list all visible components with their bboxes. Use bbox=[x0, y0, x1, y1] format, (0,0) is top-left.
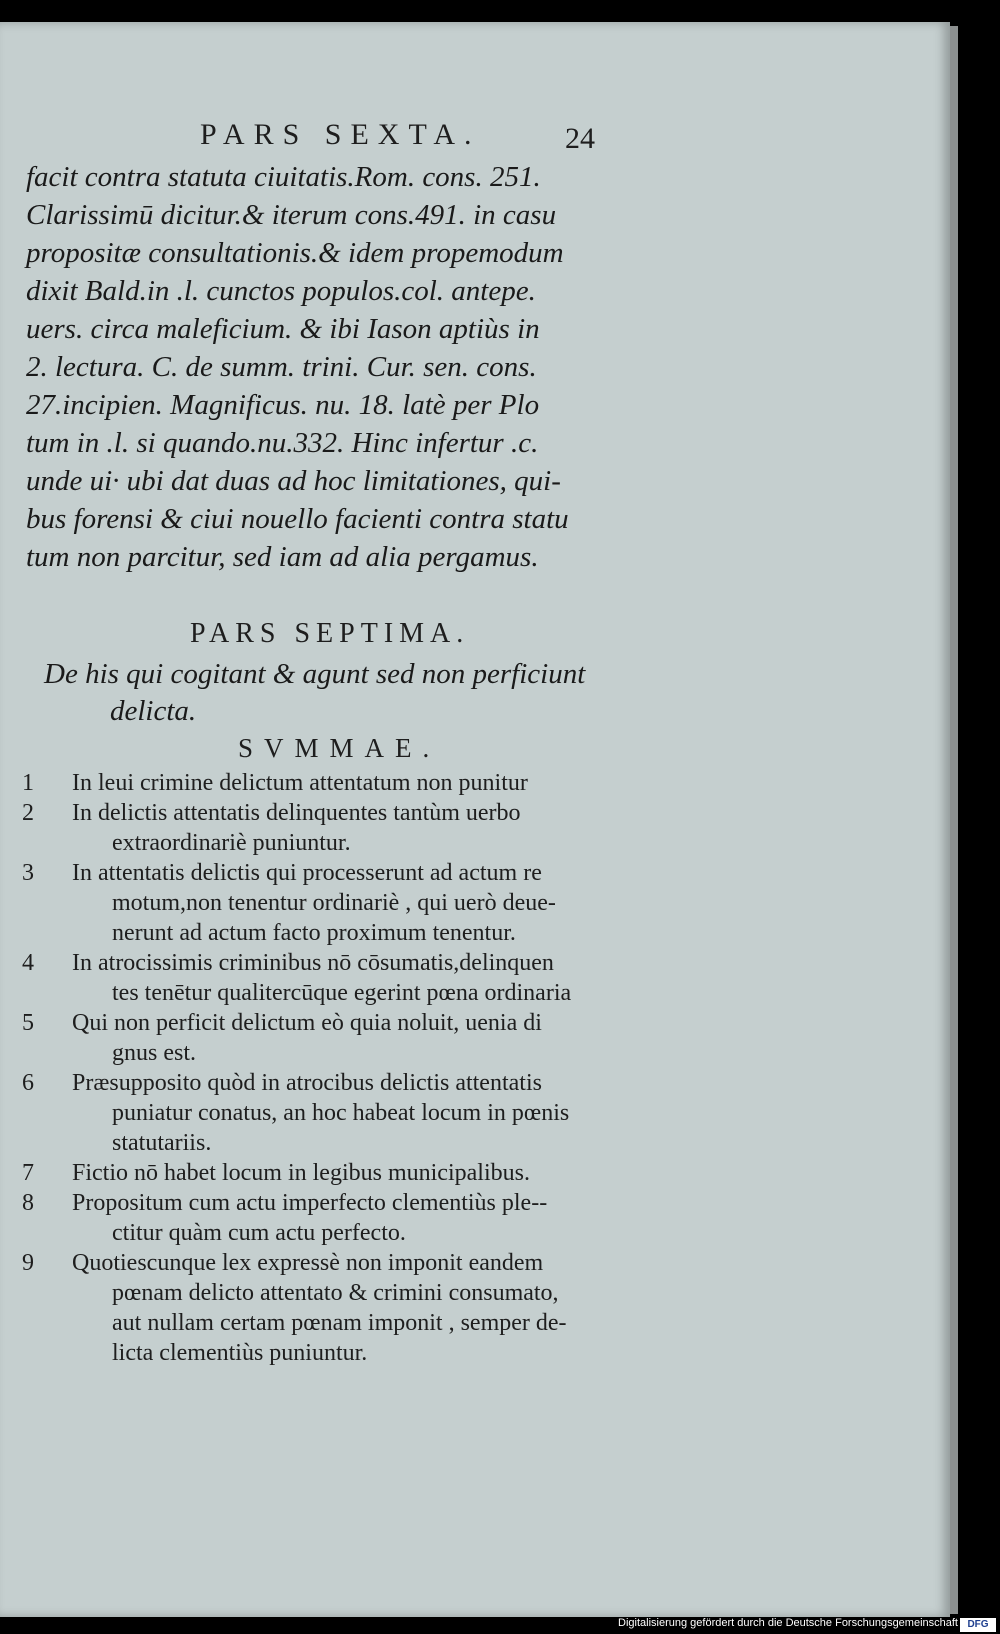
subtitle-line: delicta. bbox=[110, 695, 197, 727]
summary-list bbox=[22, 768, 712, 1368]
summary-number: 3 bbox=[22, 860, 34, 886]
text-line: tum non parcitur, sed iam ad alia pergamus. bbox=[26, 541, 539, 573]
summary-line: extraordinariè puniuntur. bbox=[112, 830, 351, 856]
summary-line: In delictis attentatis delinquentes tantùm uerbo bbox=[72, 800, 521, 826]
text-line: bus forensi & ciui nouello facienti contra statu bbox=[26, 503, 569, 535]
running-title: PARS SEXTA. bbox=[200, 118, 481, 151]
summary-line: nerunt ad actum facto proximum tenentur. bbox=[112, 920, 516, 946]
summary-line: In leui crimine delictum attentatum non punitur bbox=[72, 770, 528, 796]
summary-line: Qui non perficit delictum eò quia noluit, uenia di bbox=[72, 1010, 542, 1036]
text-line: unde ui· ubi dat duas ad hoc limitationes, qui- bbox=[26, 465, 561, 497]
text-line: tum in .l. si quando.nu.332. Hinc infertur .c. bbox=[26, 427, 539, 459]
summary-item bbox=[22, 1068, 712, 1158]
summary-line: Fictio nō habet locum in legibus municipalibus. bbox=[72, 1160, 530, 1186]
summary-line: Propositum cum actu imperfecto clementiùs ple-- bbox=[72, 1190, 548, 1216]
summary-line: motum,non tenentur ordinariè , qui uerò deue- bbox=[112, 890, 556, 916]
summary-line: In attentatis delictis qui processerunt ad actum re bbox=[72, 860, 542, 886]
summary-line: Quotiescunque lex expressè non imponit eandem bbox=[72, 1250, 544, 1276]
summary-line: statutariis. bbox=[112, 1130, 212, 1156]
text-line: 2. lectura. C. de summ. trini. Cur. sen. cons. bbox=[26, 351, 537, 383]
text-line: facit contra statuta ciuitatis.Rom. cons. 251. bbox=[26, 161, 541, 193]
summary-item bbox=[22, 948, 712, 1008]
continuation-paragraph bbox=[26, 158, 666, 576]
summary-line: tes tenētur qualitercūque egerint pœna ordinaria bbox=[112, 980, 572, 1006]
text-line: 27.incipien. Magnificus. nu. 18. latè per Plo bbox=[26, 389, 540, 421]
section-subtitle bbox=[44, 656, 585, 730]
summary-number: 6 bbox=[22, 1070, 34, 1096]
page-number: 24 bbox=[565, 122, 595, 155]
summary-item bbox=[22, 1248, 712, 1368]
summary-item bbox=[22, 768, 712, 798]
summary-line: In atrocissimis criminibus nō cōsumatis,delinquen bbox=[72, 950, 554, 976]
subtitle-line: De his qui cogitant & agunt sed non perficiunt bbox=[44, 658, 586, 690]
digitization-credit: Digitalisierung gefördert durch die Deutsche Forschungsgemeinschaft bbox=[618, 1617, 958, 1629]
summary-line: licta clementiùs puniuntur. bbox=[112, 1340, 368, 1366]
summary-number: 8 bbox=[22, 1190, 34, 1216]
summary-item bbox=[22, 858, 712, 948]
summary-number: 7 bbox=[22, 1160, 34, 1186]
dfg-logo: DFG bbox=[960, 1618, 996, 1632]
summary-item bbox=[22, 798, 712, 858]
text-line: uers. circa maleficium. & ibi Iason aptiùs in bbox=[26, 313, 540, 345]
summary-line: pœnam delicto attentato & crimini consumato, bbox=[112, 1280, 559, 1306]
text-line: dixit Bald.in .l. cunctos populos.col. antepe. bbox=[26, 275, 536, 307]
summary-item bbox=[22, 1158, 712, 1188]
summae-heading: SVMMAE. bbox=[238, 733, 441, 763]
summary-line: ctitur quàm cum actu perfecto. bbox=[112, 1220, 406, 1246]
text-line: propositæ consultationis.& idem propemodum bbox=[26, 237, 564, 269]
summary-line: Præsupposito quòd in atrocibus delictis attentatis bbox=[72, 1070, 542, 1096]
summary-item bbox=[22, 1008, 712, 1068]
summary-number: 9 bbox=[22, 1250, 34, 1276]
summary-line: puniatur conatus, an hoc habeat locum in pœnis bbox=[112, 1100, 570, 1126]
text-line: Clarissimū dicitur.& iterum cons.491. in casu bbox=[26, 199, 557, 231]
summary-item bbox=[22, 1188, 712, 1248]
summary-number: 5 bbox=[22, 1010, 34, 1036]
summary-number: 4 bbox=[22, 950, 34, 976]
summary-line: aut nullam certam pœnam imponit , semper de- bbox=[112, 1310, 567, 1336]
summary-line: gnus est. bbox=[112, 1040, 196, 1066]
summary-number: 2 bbox=[22, 800, 34, 826]
section-title: PARS SEPTIMA. bbox=[190, 618, 470, 649]
summary-number: 1 bbox=[22, 770, 34, 796]
page-edge bbox=[950, 26, 958, 1614]
